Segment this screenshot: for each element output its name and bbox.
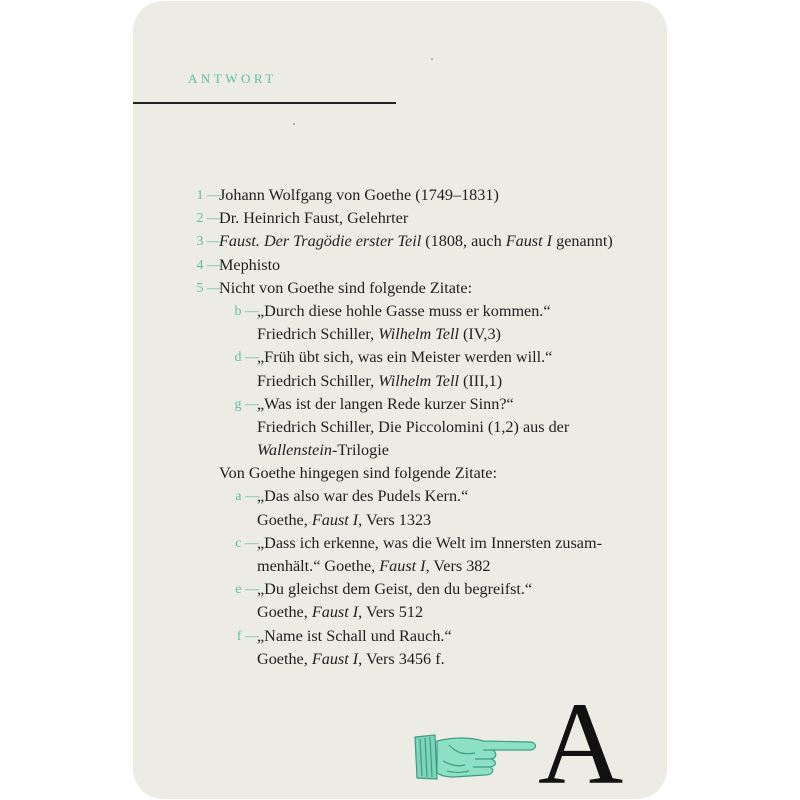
answer-card bbox=[133, 1, 667, 799]
sub-marker: c — bbox=[235, 535, 259, 551]
sub-marker: a — bbox=[235, 489, 259, 505]
source-ref: , Vers 3456 f. bbox=[358, 649, 445, 668]
work-title: Wilhelm Tell bbox=[378, 371, 459, 390]
quote-text: „Dass ich erkenne, was die Welt im Innersten zusam- bbox=[257, 533, 602, 552]
sub-item-source bbox=[133, 555, 667, 578]
sub-item bbox=[133, 346, 667, 369]
sub-item bbox=[133, 393, 667, 416]
item-marker: 4 — bbox=[196, 257, 221, 273]
sub-marker: f — bbox=[236, 628, 259, 644]
quote-source bbox=[257, 555, 490, 578]
item-text: Nicht von Goethe sind folgende Zitate: bbox=[219, 278, 473, 297]
sub-item bbox=[133, 300, 667, 323]
source-ref: , Vers 1323 bbox=[358, 510, 432, 529]
work-title: Wallenstein bbox=[257, 441, 332, 460]
item-text: Dr. Heinrich Faust, Gelehrter bbox=[219, 209, 409, 228]
item-marker: 1 — bbox=[196, 188, 221, 203]
quote-text: „Name ist Schall und Rauch.“ bbox=[257, 626, 452, 645]
sub-marker: b — bbox=[234, 303, 259, 319]
quote-source bbox=[257, 648, 445, 671]
source-author: Friedrich Schiller, bbox=[257, 325, 379, 344]
work-title: Faust I bbox=[311, 510, 359, 529]
sub-item bbox=[133, 532, 667, 555]
source-ref: (IV,3) bbox=[458, 325, 501, 344]
sub-item-source bbox=[133, 439, 667, 462]
list-item bbox=[133, 184, 667, 207]
source-author: Friedrich Schiller, bbox=[257, 371, 379, 390]
list-item bbox=[133, 230, 667, 253]
pointing-hand-icon bbox=[413, 731, 539, 783]
sub-item-source bbox=[133, 416, 667, 439]
section-intro bbox=[133, 462, 667, 485]
item-text-mid: (1808, auch bbox=[421, 232, 506, 251]
quote-source bbox=[257, 601, 423, 624]
sub-marker: d — bbox=[234, 350, 259, 366]
source-author: Goethe, bbox=[257, 649, 312, 668]
work-title: Faust I bbox=[311, 649, 359, 668]
sub-item bbox=[133, 625, 667, 648]
answer-list bbox=[133, 184, 667, 671]
list-item bbox=[133, 254, 667, 277]
sub-item-source bbox=[133, 323, 667, 346]
item-marker: 3 — bbox=[196, 234, 221, 250]
sub-item bbox=[133, 578, 667, 601]
source-ref: -Trilogie bbox=[331, 441, 389, 460]
sub-item-source bbox=[133, 370, 667, 393]
item-text-end: genannt) bbox=[552, 232, 613, 251]
sub-item-source bbox=[133, 601, 667, 624]
quote-text: „Durch diese hohle Gasse muss er kommen.“ bbox=[257, 301, 551, 320]
quote-continued: menhält.“ Goethe, bbox=[257, 557, 380, 575]
sub-marker: e — bbox=[235, 582, 259, 598]
work-title: Wilhelm Tell bbox=[378, 325, 459, 344]
quote-source bbox=[257, 370, 502, 393]
item-text: Mephisto bbox=[219, 255, 281, 274]
sub-marker: g — bbox=[234, 396, 259, 412]
quote-source bbox=[257, 509, 431, 532]
source-ref: (III,1) bbox=[458, 371, 503, 390]
quote-text: „Du gleichst dem Geist, den du begreifst.“ bbox=[257, 580, 533, 599]
item-text bbox=[219, 230, 613, 253]
list-item bbox=[133, 277, 667, 300]
quote-text: „Was ist der langen Rede kurzer Sinn?“ bbox=[257, 394, 514, 413]
source-ref: , Vers 382 bbox=[425, 557, 491, 575]
work-title: Faust I bbox=[379, 557, 426, 575]
paper-speck bbox=[431, 58, 433, 60]
source-author: Goethe, bbox=[257, 510, 312, 529]
quote-source: Friedrich Schiller, Die Piccolomini (1,2) aus der bbox=[257, 417, 570, 436]
source-author: Goethe, bbox=[257, 603, 312, 622]
item-text: Johann Wolfgang von Goethe (1749–1831) bbox=[219, 186, 499, 204]
work-title: Faust. Der Tragödie erster Teil bbox=[219, 232, 422, 251]
sub-item-source bbox=[133, 509, 667, 532]
quote-source bbox=[257, 439, 389, 462]
corner-letter: A bbox=[538, 678, 624, 799]
quote-text: „Früh übt sich, was ein Meister werden will.“ bbox=[257, 348, 553, 367]
heading-rule bbox=[133, 102, 396, 104]
work-title: Faust I bbox=[311, 603, 359, 622]
sub-item-source bbox=[133, 648, 667, 671]
quote-source bbox=[257, 323, 501, 346]
paper-speck bbox=[293, 123, 295, 125]
work-title: Faust I bbox=[505, 232, 553, 251]
goethe-intro: Von Goethe hingegen sind folgende Zitate: bbox=[219, 464, 497, 483]
source-ref: , Vers 512 bbox=[358, 603, 424, 622]
item-marker: 2 — bbox=[196, 211, 221, 227]
quote-text: „Das also war des Pudels Kern.“ bbox=[257, 487, 469, 506]
sub-item bbox=[133, 485, 667, 508]
item-marker: 5 — bbox=[196, 280, 221, 296]
list-item bbox=[133, 207, 667, 230]
card-heading: ANTWORT bbox=[188, 71, 277, 86]
